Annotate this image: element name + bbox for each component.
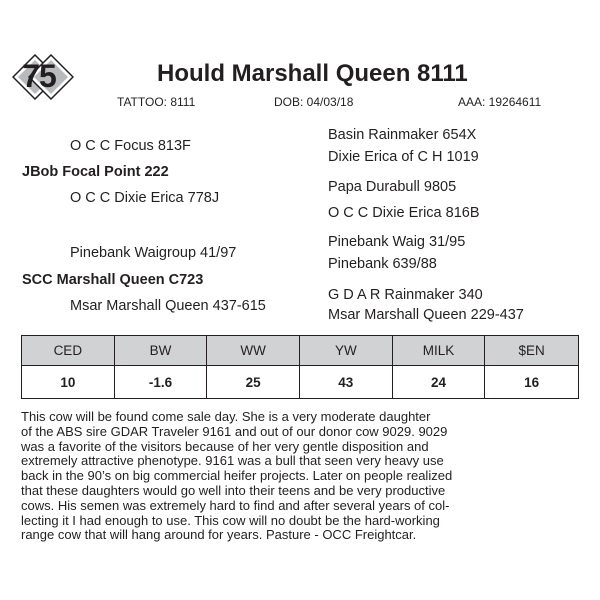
epd-value-ced: 10 xyxy=(22,366,115,398)
epd-header-milk: MILK xyxy=(393,336,486,366)
epd-header-ced: CED xyxy=(22,336,115,366)
remarks-line: cows. His semen was extremely hard to find and after several years of col- xyxy=(21,497,450,513)
epd-header-yw: YW xyxy=(300,336,393,366)
remarks-line: of the ABS sire GDAR Traveler 9161 and out of our donor cow 9029. 9029 xyxy=(21,423,448,439)
remarks-line: that these daughters would go well into their teens and be very productive xyxy=(21,482,446,498)
remarks-line: range cow that will hang around for years. Pasture - OCC Freightcar. xyxy=(21,527,417,543)
epd-value-milk: 24 xyxy=(393,366,486,398)
tattoo-field: TATTOO: 8111 xyxy=(117,95,196,109)
pedigree-dam-dam: Msar Marshall Queen 437-615 xyxy=(70,298,266,314)
remarks-line: lecting it I had enough to use. This cow will no doubt be the hard-working xyxy=(21,512,440,528)
epd-table xyxy=(21,335,579,399)
epd-value-bw: -1.6 xyxy=(115,366,208,398)
pedigree-sire-sire-sire: Basin Rainmaker 654X xyxy=(328,127,477,143)
remarks-line: back in the 90’s on big commercial heifer projects. Later on people realized xyxy=(21,468,453,484)
pedigree-sire-sire: O C C Focus 813F xyxy=(70,138,191,154)
lot-number: 75 xyxy=(22,58,56,94)
pedigree-dam-sire: Pinebank Waigroup 41/97 xyxy=(70,245,237,261)
epd-header-ww: WW xyxy=(207,336,300,366)
epd-header-en: $EN xyxy=(485,336,578,366)
pedigree-dam-dam-dam: Msar Marshall Queen 229-437 xyxy=(328,307,524,323)
epd-header-bw: BW xyxy=(115,336,208,366)
epd-value-yw: 43 xyxy=(300,366,393,398)
pedigree-sire-sire-dam: Dixie Erica of C H 1019 xyxy=(328,149,479,165)
pedigree-dam: SCC Marshall Queen C723 xyxy=(22,272,204,288)
pedigree-sire-dam: O C C Dixie Erica 778J xyxy=(70,190,220,206)
dob-field: DOB: 04/03/18 xyxy=(274,95,354,109)
remarks-paragraph xyxy=(21,410,579,543)
remarks-line: extremely attractive phenotype. 9161 was a bull that seen very heavy use xyxy=(21,453,444,469)
aaa-field: AAA: 19264611 xyxy=(458,95,542,109)
pedigree-sire-dam-dam: O C C Dixie Erica 816B xyxy=(328,205,480,221)
remarks-line: This cow will be found come sale day. She is a very moderate daughter xyxy=(21,409,431,424)
pedigree-sire-dam-sire: Papa Durabull 9805 xyxy=(328,179,457,195)
remarks-line: was a favorite of the visitors because of her very gentle disposition and xyxy=(21,438,429,454)
epd-value-en: 16 xyxy=(524,374,540,390)
pedigree-dam-sire-sire: Pinebank Waig 31/95 xyxy=(328,234,466,250)
epd-value-ww: 25 xyxy=(207,366,300,398)
animal-name: Hould Marshall Queen 8111 xyxy=(157,60,468,87)
pedigree-dam-dam-sire: G D A R Rainmaker 340 xyxy=(328,287,483,303)
pedigree-dam-sire-dam: Pinebank 639/88 xyxy=(328,256,437,272)
pedigree-sire: JBob Focal Point 222 xyxy=(22,164,169,180)
